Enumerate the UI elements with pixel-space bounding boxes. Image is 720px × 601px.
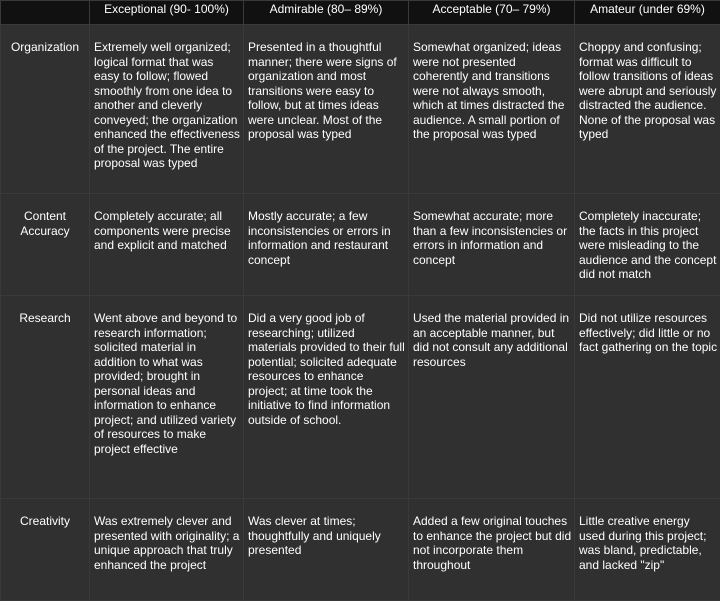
cell-research-amateur: Did not utilize resources effectively; did little or no fact gathering on the topic	[575, 296, 720, 499]
category-research: Research	[1, 296, 90, 499]
cell-creativity-exceptional: Was extremely clever and presented with originality; a unique approach that truly enhanced the project	[90, 499, 244, 601]
cell-content-accuracy-amateur: Completely inaccurate; the facts in this project were misleading to the audience and the concept did not match	[575, 194, 720, 296]
cell-organization-acceptable: Somewhat organized; ideas were not presented coherently and transitions were not always smooth, which at times distracted the audience. A small portion of the proposal was typed	[409, 25, 575, 194]
cell-organization-amateur: Choppy and confusing; format was difficult to follow transitions of ideas were abrupt and seriously distracted the audience. None of the proposal was typed	[575, 25, 720, 194]
header-corner	[1, 1, 90, 25]
cell-content-accuracy-acceptable: Somewhat accurate; more than a few inconsistencies or errors in information and concept	[409, 194, 575, 296]
header-acceptable: Acceptable (70– 79%)	[409, 1, 575, 25]
category-creativity: Creativity	[1, 499, 90, 601]
header-row	[1, 1, 720, 25]
category-organization: Organization	[1, 25, 90, 194]
cell-research-admirable: Did a very good job of researching; utilized materials provided to their full potential; solicited adequate resources to enhance project; at time took the initiative to find information outside of school.	[244, 296, 409, 499]
cell-research-acceptable: Used the material provided in an acceptable manner, but did not consult any additional resources	[409, 296, 575, 499]
cell-creativity-acceptable: Added a few original touches to enhance the project but did not incorporate them throughout	[409, 499, 575, 601]
cell-organization-exceptional: Extremely well organized; logical format that was easy to follow; flowed smoothly from one idea to another and cleverly conveyed; the organization enhanced the effectiveness of the project. The entire proposal was typed	[90, 25, 244, 194]
cell-content-accuracy-admirable: Mostly accurate; a few inconsistencies or errors in information and restaurant concept	[244, 194, 409, 296]
row-organization	[1, 25, 720, 194]
cell-creativity-amateur: Little creative energy used during this project; was bland, predictable, and lacked "zip"	[575, 499, 720, 601]
rubric-header	[1, 1, 720, 25]
cell-organization-admirable: Presented in a thoughtful manner; there were signs of organization and most transitions were easy to follow, but at times ideas were unclear. Most of the proposal was typed	[244, 25, 409, 194]
cell-creativity-admirable: Was clever at times; thoughtfully and uniquely presented	[244, 499, 409, 601]
cell-content-accuracy-exceptional: Completely accurate; all components were precise and explicit and matched	[90, 194, 244, 296]
header-amateur: Amateur (under 69%)	[575, 1, 720, 25]
rubric-body	[1, 25, 720, 601]
category-content-accuracy: Content Accuracy	[1, 194, 90, 296]
row-content-accuracy	[1, 194, 720, 296]
row-creativity	[1, 499, 720, 601]
row-research	[1, 296, 720, 499]
header-exceptional: Exceptional (90- 100%)	[90, 1, 244, 25]
cell-research-exceptional: Went above and beyond to research information; solicited material in addition to what was provided; brought in personal ideas and information to enhance project; and utilized variety of resources to make project effective	[90, 296, 244, 499]
header-admirable: Admirable (80– 89%)	[244, 1, 409, 25]
